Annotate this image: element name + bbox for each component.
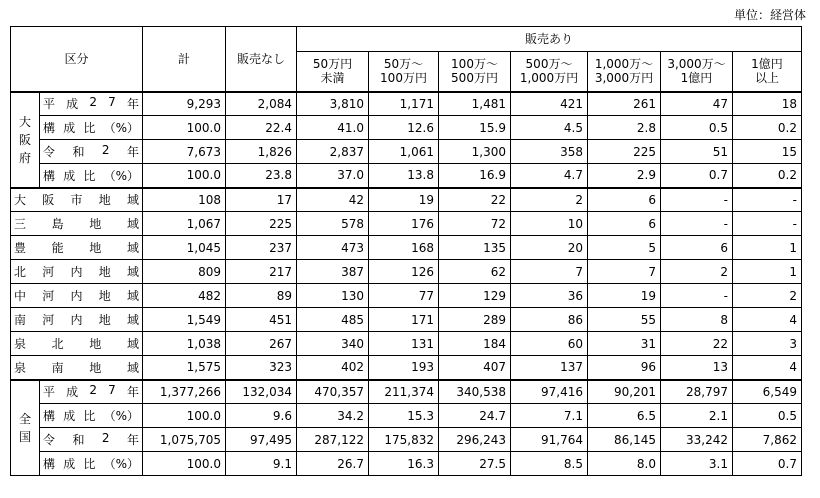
value-cell: 3: [733, 332, 802, 356]
value-cell: 135: [439, 236, 511, 260]
region-label: [11, 332, 143, 356]
value-cell: 24.7: [439, 404, 511, 428]
value-cell: 2,837: [297, 140, 369, 164]
label-spread: [14, 239, 139, 256]
value-cell: -: [733, 212, 802, 236]
label-char: 内: [70, 289, 83, 303]
osaka-row: [11, 140, 802, 164]
value-cell: 358: [511, 140, 588, 164]
header-range-line: 3,000万～: [667, 57, 726, 72]
label-char: 地: [98, 289, 111, 303]
value-cell: 1,300: [439, 140, 511, 164]
label-char: 平: [43, 97, 56, 112]
value-cell: 473: [297, 236, 369, 260]
label-char: 7: [108, 95, 116, 110]
label-char: 成: [66, 385, 79, 400]
value-cell: 8.0: [588, 452, 661, 476]
value-cell: 132,034: [226, 380, 297, 404]
value-cell: 485: [297, 308, 369, 332]
label-spread: [43, 95, 139, 112]
vertical-char: 阪: [18, 132, 31, 147]
value-cell: 193: [369, 356, 439, 380]
value-cell: 100.0: [143, 116, 226, 140]
value-cell: 126: [369, 260, 439, 284]
header-range-line: 1,000万円: [519, 71, 579, 86]
value-cell: 225: [226, 212, 297, 236]
label-char: 南: [14, 313, 27, 327]
value-cell: 131: [369, 332, 439, 356]
value-cell: 41.0: [297, 116, 369, 140]
vertical-char: 府: [18, 150, 31, 165]
value-cell: 62: [439, 260, 511, 284]
value-cell: 2.8: [588, 116, 661, 140]
label-char: 泉: [14, 360, 27, 375]
label-char: 地: [89, 337, 102, 351]
label-char: 域: [126, 337, 139, 351]
value-cell: 0.2: [733, 164, 802, 188]
value-cell: 0.7: [733, 452, 802, 476]
header-range-1: [369, 52, 439, 92]
label-spread: [43, 455, 139, 472]
value-cell: 91,764: [511, 428, 588, 452]
value-cell: 267: [226, 332, 297, 356]
header-range-line: 50万円: [312, 57, 353, 72]
label-char: 南: [51, 360, 64, 375]
value-cell: 16.9: [439, 164, 511, 188]
label-char: 2: [101, 431, 110, 445]
national-row: [11, 380, 802, 404]
header-with-sales: 販売あり: [297, 27, 802, 52]
value-cell: 4: [733, 308, 802, 332]
value-cell: 0.5: [661, 116, 733, 140]
label-char: 域: [126, 217, 139, 231]
label-char: 域: [126, 193, 139, 208]
row-label: [40, 404, 143, 428]
vertical-char: 全: [18, 411, 31, 426]
label-char: （%）: [103, 409, 139, 423]
label-char: 地: [98, 265, 111, 279]
label-char: 令: [43, 145, 56, 159]
label-char: 豊: [14, 241, 27, 255]
value-cell: 77: [369, 284, 439, 308]
value-cell: 22: [439, 188, 511, 212]
value-cell: 7.1: [511, 404, 588, 428]
label-char: 7: [108, 383, 116, 398]
value-cell: 15: [733, 140, 802, 164]
value-cell: 184: [439, 332, 511, 356]
header-range-line: 1,000万～: [594, 57, 654, 72]
header-no-sales: 販売なし: [226, 27, 297, 92]
value-cell: 2: [733, 284, 802, 308]
value-cell: 12.6: [369, 116, 439, 140]
label-char: 構: [43, 409, 56, 423]
value-cell: 2.1: [661, 404, 733, 428]
value-cell: 0.5: [733, 404, 802, 428]
label-char: 泉: [14, 337, 27, 351]
label-char: 令: [43, 433, 56, 447]
label-char: 成: [63, 121, 76, 135]
label-char: 市: [70, 193, 83, 208]
osaka-row: [11, 92, 802, 116]
value-cell: -: [733, 188, 802, 212]
national-label: [11, 380, 40, 476]
value-cell: 97,416: [511, 380, 588, 404]
value-cell: 217: [226, 260, 297, 284]
value-cell: 1,045: [143, 236, 226, 260]
value-cell: -: [661, 188, 733, 212]
region-label: [11, 308, 143, 332]
value-cell: 13: [661, 356, 733, 380]
label-char: 構: [43, 168, 56, 183]
value-cell: 34.2: [297, 404, 369, 428]
label-char: 内: [70, 265, 83, 279]
value-cell: 7: [511, 260, 588, 284]
value-cell: 37.0: [297, 164, 369, 188]
value-cell: 19: [369, 188, 439, 212]
row-label: [40, 428, 143, 452]
header-range-line: 50万～: [383, 57, 424, 72]
value-cell: 2: [661, 260, 733, 284]
label-char: （%）: [103, 121, 139, 135]
vertical-char: 国: [18, 429, 31, 444]
header-range-4: [588, 52, 661, 92]
value-cell: 1,061: [369, 140, 439, 164]
label-char: 河: [42, 289, 55, 303]
label-spread: [14, 215, 139, 232]
label-spread: [43, 167, 139, 184]
label-char: 河: [42, 313, 55, 327]
header-range-line: 500万～: [525, 57, 573, 72]
national-row: [11, 452, 802, 476]
value-cell: 2.9: [588, 164, 661, 188]
label-char: 域: [126, 289, 139, 303]
national-row: [11, 404, 802, 428]
region-label: [11, 236, 143, 260]
header-range-5: [661, 52, 733, 92]
value-cell: 1,067: [143, 212, 226, 236]
value-cell: 42: [297, 188, 369, 212]
row-label: [40, 164, 143, 188]
value-cell: 96: [588, 356, 661, 380]
region-row: [11, 284, 802, 308]
row-label: [40, 140, 143, 164]
header-total: 計: [143, 27, 226, 92]
value-cell: 4: [733, 356, 802, 380]
label-char: 域: [126, 265, 139, 279]
value-cell: 9.1: [226, 452, 297, 476]
value-cell: 237: [226, 236, 297, 260]
label-char: 比: [83, 457, 96, 471]
label-char: 北: [51, 337, 64, 351]
label-char: 比: [83, 121, 96, 135]
value-cell: 296,243: [439, 428, 511, 452]
label-char: 構: [43, 121, 56, 135]
value-cell: 171: [369, 308, 439, 332]
value-cell: 47: [661, 92, 733, 116]
region-row: [11, 212, 802, 236]
value-cell: -: [661, 212, 733, 236]
value-cell: 287,122: [297, 428, 369, 452]
value-cell: 9.6: [226, 404, 297, 428]
label-char: （%）: [103, 168, 139, 183]
value-cell: 168: [369, 236, 439, 260]
value-cell: 225: [588, 140, 661, 164]
value-cell: 421: [511, 92, 588, 116]
region-label: [11, 356, 143, 380]
value-cell: 1: [733, 260, 802, 284]
value-cell: 129: [439, 284, 511, 308]
label-char: 2: [89, 95, 97, 110]
row-label: [40, 380, 143, 404]
value-cell: 1,377,266: [143, 380, 226, 404]
value-cell: 15.3: [369, 404, 439, 428]
value-cell: 60: [511, 332, 588, 356]
value-cell: 340,538: [439, 380, 511, 404]
label-spread: [14, 335, 139, 352]
value-cell: 6.5: [588, 404, 661, 428]
label-char: 地: [98, 193, 111, 208]
value-cell: 86,145: [588, 428, 661, 452]
value-cell: 578: [297, 212, 369, 236]
osaka-prefecture-label: [11, 92, 40, 188]
label-char: 河: [42, 265, 55, 279]
region-label: [11, 188, 143, 212]
label-spread: [43, 119, 139, 136]
label-char: 島: [51, 217, 64, 231]
header-range-line: 1億円: [680, 71, 713, 86]
label-char: 和: [72, 145, 85, 159]
value-cell: 20: [511, 236, 588, 260]
value-cell: 5: [588, 236, 661, 260]
value-cell: 22: [661, 332, 733, 356]
header-range-line: 3,000万円: [594, 71, 654, 86]
label-char: 域: [126, 360, 139, 375]
value-cell: 7,673: [143, 140, 226, 164]
label-char: （%）: [103, 457, 139, 471]
label-char: 北: [14, 265, 27, 279]
value-cell: 809: [143, 260, 226, 284]
label-char: 地: [98, 313, 111, 327]
value-cell: 1,171: [369, 92, 439, 116]
label-char: 内: [70, 313, 83, 327]
label-char: 年: [126, 145, 139, 159]
value-cell: 6: [661, 236, 733, 260]
vertical-char: 大: [18, 114, 31, 129]
value-cell: 7,862: [733, 428, 802, 452]
value-cell: 470,357: [297, 380, 369, 404]
value-cell: 4.5: [511, 116, 588, 140]
region-row: [11, 260, 802, 284]
value-cell: 89: [226, 284, 297, 308]
label-char: 域: [126, 313, 139, 327]
value-cell: 97,495: [226, 428, 297, 452]
region-label: [11, 284, 143, 308]
value-cell: 28,797: [661, 380, 733, 404]
row-label: [40, 452, 143, 476]
value-cell: -: [661, 284, 733, 308]
value-cell: 1,549: [143, 308, 226, 332]
vertical-label: [11, 410, 39, 446]
label-char: 域: [126, 241, 139, 255]
label-char: 三: [14, 217, 27, 231]
label-char: 2: [101, 143, 110, 157]
label-char: 能: [51, 241, 64, 255]
label-char: 年: [126, 385, 139, 400]
label-char: 地: [89, 241, 102, 255]
value-cell: 1: [733, 236, 802, 260]
label-char: 成: [66, 97, 79, 112]
value-cell: 6: [588, 212, 661, 236]
label-char: 成: [63, 457, 76, 471]
label-char: 中: [14, 289, 27, 303]
label-spread: [43, 431, 139, 448]
region-row: [11, 188, 802, 212]
value-cell: 4.7: [511, 164, 588, 188]
header-range-line: 100万円: [380, 71, 427, 86]
value-cell: 130: [297, 284, 369, 308]
value-cell: 1,826: [226, 140, 297, 164]
value-cell: 3.1: [661, 452, 733, 476]
header-range-0: [297, 52, 369, 92]
value-cell: 211,374: [369, 380, 439, 404]
value-cell: 23.8: [226, 164, 297, 188]
value-cell: 2,084: [226, 92, 297, 116]
value-cell: 108: [143, 188, 226, 212]
value-cell: 31: [588, 332, 661, 356]
value-cell: 51: [661, 140, 733, 164]
label-spread: [43, 383, 139, 400]
header-range-2: [439, 52, 511, 92]
region-row: [11, 332, 802, 356]
region-label: [11, 212, 143, 236]
label-char: 年: [126, 433, 139, 447]
value-cell: 175,832: [369, 428, 439, 452]
value-cell: 15.9: [439, 116, 511, 140]
value-cell: 100.0: [143, 404, 226, 428]
label-spread: [14, 311, 139, 328]
region-row: [11, 356, 802, 380]
header-range-6: [733, 52, 802, 92]
label-char: 地: [89, 360, 102, 375]
label-spread: [43, 143, 139, 160]
value-cell: 86: [511, 308, 588, 332]
label-char: 成: [63, 168, 76, 183]
value-cell: 3,810: [297, 92, 369, 116]
header-range-line: 1億円: [751, 57, 783, 72]
value-cell: 340: [297, 332, 369, 356]
label-char: 比: [83, 409, 96, 423]
label-spread: [14, 359, 139, 376]
value-cell: 2: [511, 188, 588, 212]
header-range-line: 未満: [320, 71, 345, 86]
row-label: [40, 92, 143, 116]
region-row: [11, 308, 802, 332]
value-cell: 451: [226, 308, 297, 332]
label-char: 阪: [42, 193, 55, 208]
value-cell: 7: [588, 260, 661, 284]
label-char: 2: [89, 383, 97, 398]
header-range-3: [511, 52, 588, 92]
value-cell: 17: [226, 188, 297, 212]
value-cell: 387: [297, 260, 369, 284]
vertical-label: [11, 113, 39, 167]
value-cell: 16.3: [369, 452, 439, 476]
value-cell: 9,293: [143, 92, 226, 116]
value-cell: 18: [733, 92, 802, 116]
value-cell: 19: [588, 284, 661, 308]
value-cell: 1,075,705: [143, 428, 226, 452]
label-char: 地: [89, 217, 102, 231]
value-cell: 482: [143, 284, 226, 308]
value-cell: 33,242: [661, 428, 733, 452]
value-cell: 90,201: [588, 380, 661, 404]
label-char: 大: [14, 193, 27, 208]
value-cell: 402: [297, 356, 369, 380]
value-cell: 323: [226, 356, 297, 380]
value-cell: 289: [439, 308, 511, 332]
value-cell: 22.4: [226, 116, 297, 140]
value-cell: 6,549: [733, 380, 802, 404]
sales-class-table: [10, 26, 802, 476]
value-cell: 27.5: [439, 452, 511, 476]
unit-label: 単位：経営体: [733, 8, 806, 22]
label-char: 比: [83, 168, 96, 183]
value-cell: 407: [439, 356, 511, 380]
value-cell: 1,481: [439, 92, 511, 116]
label-spread: [43, 407, 139, 424]
label-spread: [14, 191, 139, 208]
value-cell: 13.8: [369, 164, 439, 188]
value-cell: 1,038: [143, 332, 226, 356]
osaka-row: [11, 164, 802, 188]
value-cell: 6: [588, 188, 661, 212]
value-cell: 36: [511, 284, 588, 308]
row-label: [40, 116, 143, 140]
value-cell: 26.7: [297, 452, 369, 476]
label-char: 平: [43, 385, 56, 400]
value-cell: 0.7: [661, 164, 733, 188]
value-cell: 10: [511, 212, 588, 236]
label-char: 年: [126, 97, 139, 112]
header-range-line: 以上: [754, 71, 779, 86]
label-char: 構: [43, 457, 56, 471]
value-cell: 8: [661, 308, 733, 332]
value-cell: 0.2: [733, 116, 802, 140]
value-cell: 137: [511, 356, 588, 380]
label-spread: [14, 287, 139, 304]
value-cell: 8.5: [511, 452, 588, 476]
value-cell: 1,575: [143, 356, 226, 380]
label-char: 成: [63, 409, 76, 423]
national-row: [11, 428, 802, 452]
value-cell: 72: [439, 212, 511, 236]
region-label: [11, 260, 143, 284]
header-range-line: 500万円: [451, 71, 498, 86]
value-cell: 100.0: [143, 452, 226, 476]
header-range-line: 100万～: [451, 57, 498, 72]
osaka-row: [11, 116, 802, 140]
value-cell: 100.0: [143, 164, 226, 188]
label-char: 和: [72, 433, 85, 447]
value-cell: 176: [369, 212, 439, 236]
header-kubun: 区分: [11, 27, 143, 92]
label-spread: [14, 263, 139, 280]
value-cell: 55: [588, 308, 661, 332]
value-cell: 261: [588, 92, 661, 116]
region-row: [11, 236, 802, 260]
